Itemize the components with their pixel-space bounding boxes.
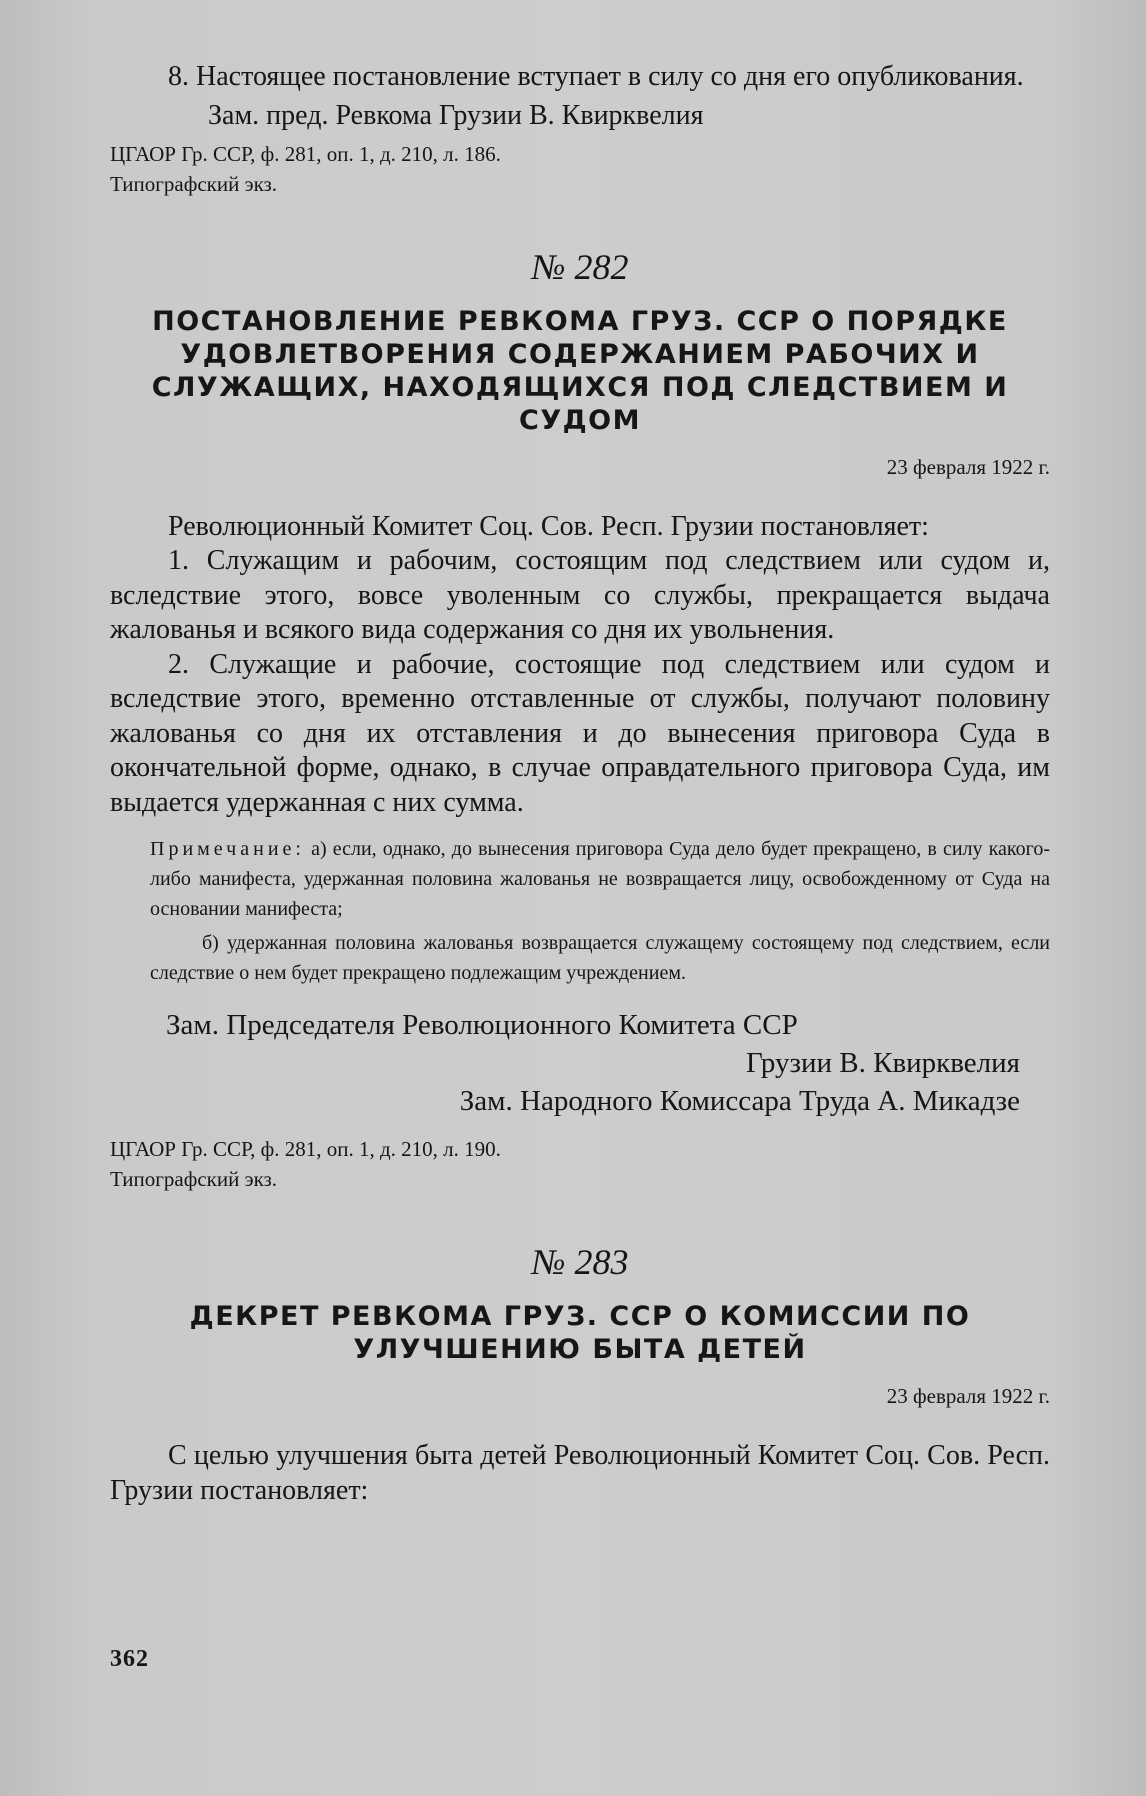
note-a [150,834,1050,924]
page-content [110,60,1050,1508]
paragraph-8: 8. Настоящее постановление вступает в силу со дня его опубликования. [168,61,1024,92]
document-date-283: 23 февраля 1922 г. [886,1384,1050,1408]
archive-reference-282: ЦГАОР Гр. ССР, ф. 281, оп. 1, д. 210, л. 190. [110,1137,501,1161]
signature-line-1: Зам. Председателя Революционного Комитета ССР [166,1009,798,1041]
document-number-282: № 282 [531,246,629,287]
note-b: б) удержанная половина жалованья возвращается служащему состоящему под следствием, если следствие о нем будет прекращено подлежащим учреждением. [150,932,1050,984]
signature-kvirkvelia: Зам. пред. Ревкома Грузии В. Квирквелия [208,99,704,131]
signature-block-282 [110,1006,1050,1120]
item-2: 2. Служащие и рабочие, состоящие под следствием или судом и вследствие этого, временно отставленные от службы, получают половину жалованья со дня их отставления и до вынесения приговора Суда в окончательной форме, однако, в случае оправдательного приговора Суда, им выдается удержанная с них сумма. [110,648,1050,818]
document-title-282: ПОСТАНОВЛЕНИЕ РЕВКОМА ГРУЗ. ССР О ПОРЯДКЕ УДОВЛЕТВОРЕНИЯ СОДЕРЖАНИЕМ РАБОЧИХ И СЛУЖАЩИХ, НАХОДЯЩИХСЯ ПОД СЛЕДСТВИЕМ И СУДОМ [151,305,1009,436]
archive-reference: ЦГАОР Гр. ССР, ф. 281, оп. 1, д. 210, л. 186. [110,141,501,166]
document-number-283: № 283 [531,1242,629,1282]
copy-type: Типографский экз. [110,171,278,196]
signature-line-3: Зам. Народного Комиссара Труда А. Микадзе [459,1085,1020,1117]
intro-282: Революционный Комитет Соц. Сов. Респ. Грузии постановляет: [168,510,929,542]
page-number: 362 [110,1646,149,1672]
document-title-283: ДЕКРЕТ РЕВКОМА ГРУЗ. ССР О КОМИССИИ ПО УЛУЧШЕНИЮ БЫТА ДЕТЕЙ [189,1301,971,1365]
note-a-text: а) если, однако, до вынесения приговора Суда дело будет прекращено, в силу какого-либо манифеста, удержанная половина жалованья не возвращается лицу, освобожденному от Суда на основании манифеста; [150,838,1050,920]
copy-type-282: Типографский экз. [110,1167,278,1191]
item-1: 1. Служащим и рабочим, состоящим под следствием или судом и, вследствие этого, вовсе уволенным со службы, прекращается выдача жалованья и всякого вида содержания со дня их увольнения. [110,545,1050,645]
signature-line-2: Грузии В. Квирквелия [745,1047,1020,1079]
document-date-282: 23 февраля 1922 г. [886,454,1050,479]
intro-283: С целью улучшения быта детей Революционный Комитет Соц. Сов. Респ. Грузии постановляет: [110,1440,1050,1506]
note-label: Примечание: [150,838,305,860]
